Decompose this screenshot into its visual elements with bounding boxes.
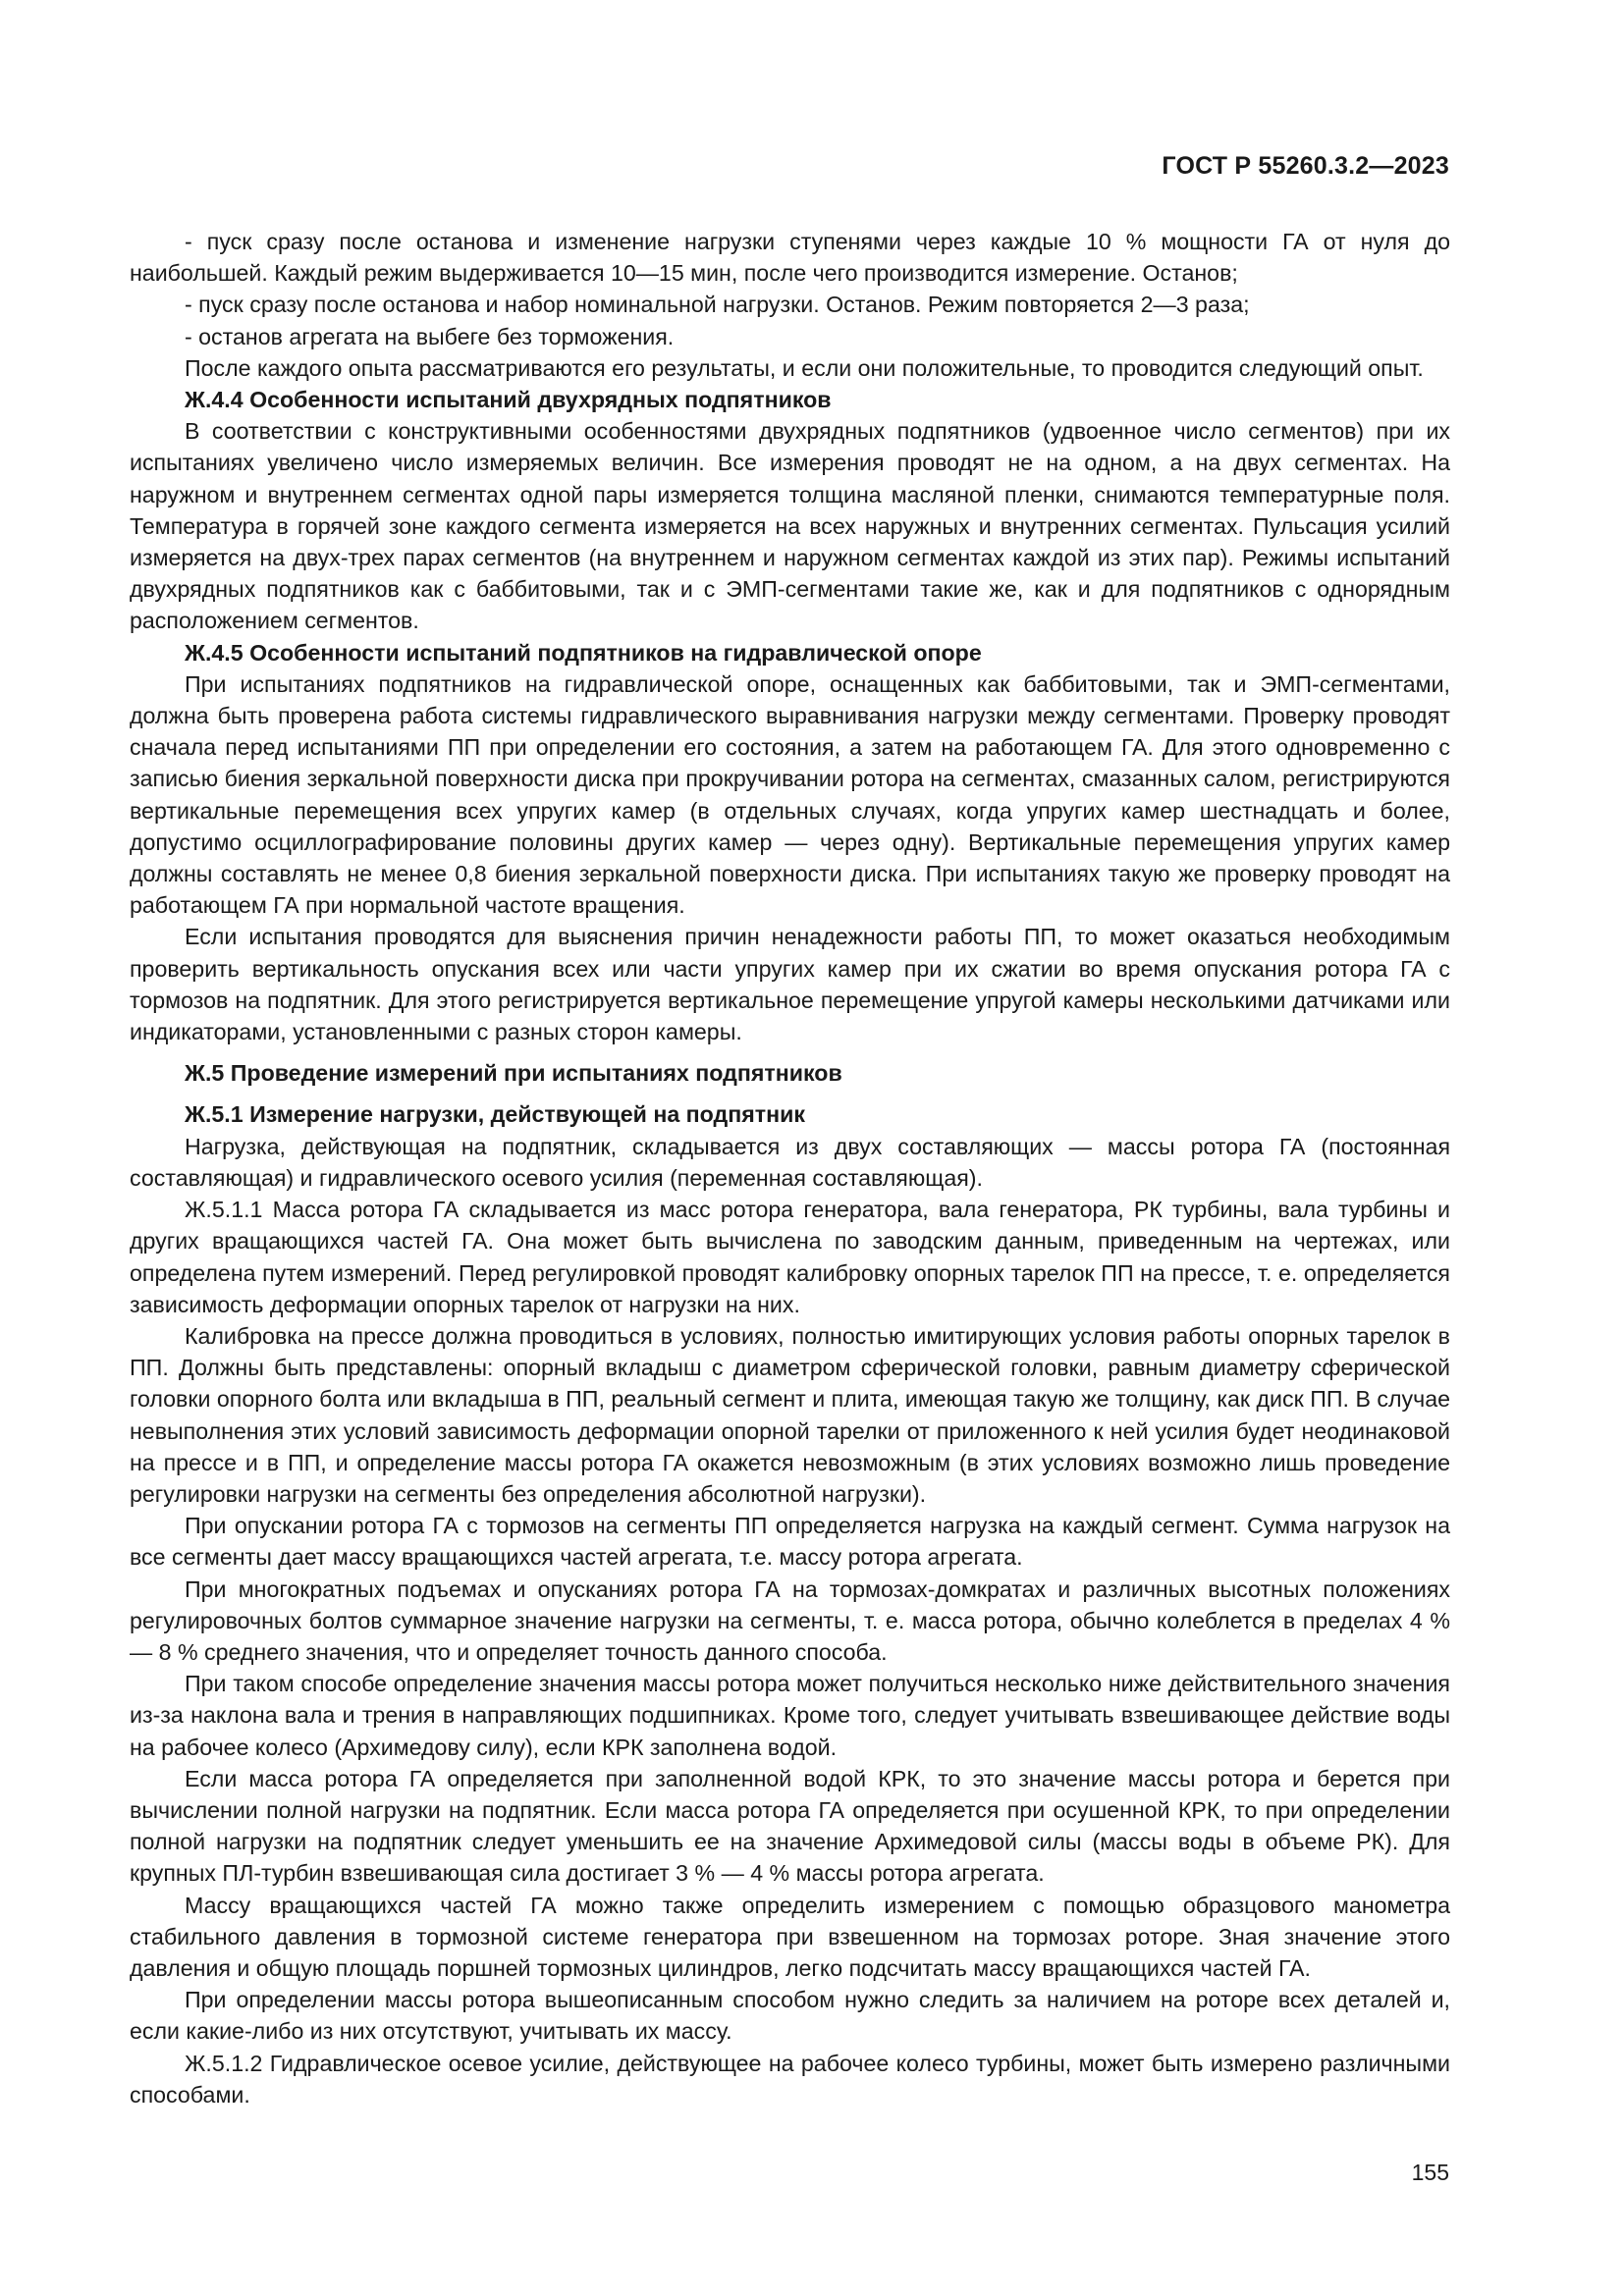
paragraph: Ж.5.1.2 Гидравлическое осевое усилие, действующее на рабочее колесо турбины, может быть измерено различными способами. — [130, 2050, 1450, 2108]
page-number: 155 — [1411, 2160, 1449, 2185]
paragraph: Ж.5.1.1 Масса ротора ГА складывается из масс ротора генератора, вала генератора, РК турбины, вала турбины и других вращающихся частей ГА. Она может быть вычислена по заводским данным, приведенным на чертежах, или определена путем измерений. Перед регулировкой проводят калибровку опорных тарелок ПП на прессе, т. е. определяется зависимость деформации опорных тарелок от нагрузки на них. — [130, 1197, 1450, 1317]
section-heading-5: Ж.5 Проведение измерений при испытаниях подпятников — [185, 1060, 842, 1087]
paragraph: При определении массы ротора вышеописанным способом нужно следить за наличием на роторе всех деталей и, если какие-либо из них отсутствуют, учитывать их массу. — [130, 1987, 1450, 2045]
section-heading-445: Ж.4.5 Особенности испытаний подпятников на гидравлической опоре — [185, 639, 982, 666]
paragraph: При многократных подъемах и опусканиях ротора ГА на тормозах-домкратах и различных высотных положениях регулировочных болтов суммарное значение нагрузки на сегменты, т. е. масса ротора, обычно колеблется в пределах 4 % — 8 % среднего значения, что и определяет точность данного способа. — [130, 1575, 1450, 1665]
document-body — [130, 226, 1450, 2110]
paragraph: Калибровка на прессе должна проводиться в условиях, полностью имитирующих условия работы опорных тарелок в ПП. Должны быть представлены: опорный вкладыш с диаметром сферической головки, равным диаметру сферической головки опорного болта или вкладыша в ПП, реальный сегмент и плита, имеющая такую же толщину, как диск ПП. В случае невыполнения этих условий зависимость деформации опорной тарелки от приложенного к ней усилия будет неодинаковой на прессе и в ПП, и определение массы ротора ГА окажется невозможным (в этих условиях возможно лишь проведение регулировки нагрузки на сегменты без определения абсолютной нагрузки). — [130, 1322, 1450, 1507]
section-heading-51: Ж.5.1 Измерение нагрузки, действующей на подпятник — [185, 1101, 806, 1128]
paragraph: При опускании ротора ГА с тормозов на сегменты ПП определяется нагрузка на каждый сегмент. Сумма нагрузок на все сегменты дает массу вращающихся частей агрегата, т.е. массу ротора агрегата. — [130, 1513, 1450, 1571]
standard-header: ГОСТ Р 55260.3.2—2023 — [1162, 152, 1449, 180]
paragraph: Если масса ротора ГА определяется при заполненной водой КРК, то это значение массы ротора и берется при вычислении полной нагрузки на подпятник. Если масса ротора ГА определяется при осушенной КРК, то при определении полной нагрузки на подпятник следует уменьшить ее на значение Архимедовой силы (массы воды в объеме РК). Для крупных ПЛ-турбин взвешивающая сила достигает 3 % — 4 % массы ротора агрегата. — [130, 1765, 1450, 1887]
paragraph: При испытаниях подпятников на гидравлической опоре, оснащенных как баббитовыми, так и ЭМП-сегментами, должна быть проверена работа системы гидравлического выравнивания нагрузки между сегментами. Проверку проводят сначала перед испытаниями ПП при определении его состояния, а затем на работающем ГА. Для этого одновременно с записью биения зеркальной поверхности диска при прокручивании ротора на сегментах, смазанных салом, регистрируются вертикальные перемещения всех упругих камер (в отдельных случаях, когда упругих камер шестнадцать и более, допустимо осциллографирование половины других камер — через одну). Вертикальные перемещения упругих камер должны составлять не менее 0,8 биения зеркальной поверхности диска. При испытаниях такую же проверку проводят на работающем ГА при нормальной частоте вращения. — [130, 670, 1450, 919]
list-item: - пуск сразу после останова и набор номинальной нагрузки. Останов. Режим повторяется 2—3 раза; — [185, 292, 1250, 318]
section-heading-444: Ж.4.4 Особенности испытаний двухрядных подпятников — [185, 387, 832, 413]
paragraph: Нагрузка, действующая на подпятник, складывается из двух составляющих — массы ротора ГА (постоянная составляющая) и гидравлического осевого усилия (переменная составляющая). — [130, 1133, 1450, 1191]
paragraph: В соответствии с конструктивными особенностями двухрядных подпятников (удвоенное число сегментов) при их испытаниях увеличено число измеряемых величин. Все измерения проводят не на одном, а на двух сегментах. На наружном и внутреннем сегментах одной пары измеряется толщина масляной пленки, снимаются температурные поля. Температура в горячей зоне каждого сегмента измеряется на всех наружных и внутренних сегментах. Пульсация усилий измеряется на двух-трех парах сегментов (на внутреннем и наружном сегментах каждой из этих пар). Режимы испытаний двухрядных подпятников как с баббитовыми, так и с ЭМП-сегментами такие же, как и для подпятников с однорядным расположением сегментов. — [130, 418, 1450, 634]
list-item: - пуск сразу после останова и изменение нагрузки ступенями через каждые 10 % мощности ГА от нуля до наибольшей. Каждый режим выдерживается 10—15 мин, после чего производится измерение. Останов; — [130, 229, 1450, 287]
paragraph: При таком способе определение значения массы ротора может получиться несколько ниже действительного значения из-за наклона вала и трения в направляющих подшипниках. Кроме того, следует учитывать взвешивающее действие воды на рабочее колесо (Архимедову силу), если КРК заполнена водой. — [130, 1671, 1450, 1760]
list-item: - останов агрегата на выбеге без торможения. — [185, 323, 675, 349]
paragraph: Массу вращающихся частей ГА можно также определить измерением с помощью образцового манометра стабильного давления в тормозной системе генератора при взвешенном на тормозах роторе. Зная значение этого давления и общую площадь поршней тормозных цилиндров, легко подсчитать массу вращающихся частей ГА. — [130, 1892, 1450, 1981]
paragraph: После каждого опыта рассматриваются его результаты, и если они положительные, то проводится следующий опыт. — [185, 354, 1424, 381]
paragraph: Если испытания проводятся для выяснения причин ненадежности работы ПП, то может оказаться необходимым проверить вертикальность опускания всех или части упругих камер при их сжатии во время опускания ротора ГА с тормозов на подпятник. Для этого регистрируется вертикальное перемещение упругой камеры несколькими датчиками или индикаторами, установленными с разных сторон камеры. — [130, 924, 1450, 1045]
